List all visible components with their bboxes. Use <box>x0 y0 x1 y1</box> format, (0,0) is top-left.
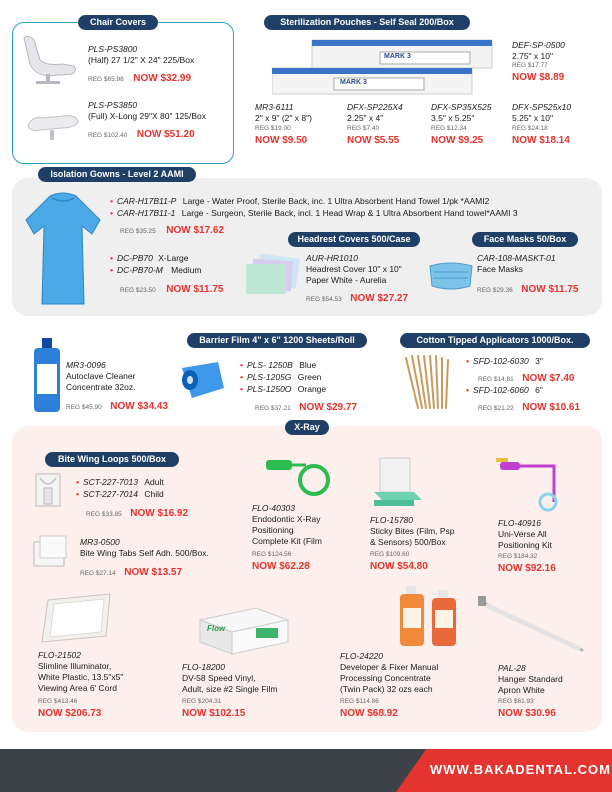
gown-desc-2: Large - Surgeon, Sterile Back, incl. 1 Head Wrap & 1 Ultra Absorbent Hand towel*AAMI 3 <box>181 208 518 218</box>
flo18200-reg: REG $204.31 <box>182 698 222 705</box>
cotton-reg-1: REG $14.81 <box>478 376 514 383</box>
flo40916-image <box>492 452 566 514</box>
dc-code-1: • DC-PB70 <box>110 253 153 263</box>
headrest-desc-2: Paper White - Aurelia <box>306 275 387 285</box>
chair-full-code: PLS-PS3850 <box>88 100 138 110</box>
flo40916-reg: REG $184.32 <box>498 553 538 560</box>
flo40303-code: FLO-40303 <box>252 503 295 513</box>
pouch-525-reg: REG $24.18 <box>512 125 548 132</box>
barrier-desc-3: Orange <box>297 384 327 394</box>
chair-half-desc: (Half) 27 1/2" X 24" 225/Box <box>88 55 195 65</box>
autoclave-price <box>66 396 168 414</box>
cotton-desc-2: 6" <box>535 385 543 395</box>
bitewing-line-2 <box>76 489 164 499</box>
barrier-line-1 <box>240 360 316 370</box>
masks-title: Face Masks 50/Box <box>472 232 578 247</box>
pouch-def-now: NOW $8.89 <box>512 72 565 83</box>
autoclave-code: MR3-0096 <box>66 360 106 370</box>
pal28-reg: REG $61.93 <box>498 698 534 705</box>
dc-now: NOW $11.75 <box>166 284 224 295</box>
barrier-title: Barrier Film 4" x 6" 1200 Sheets/Roll <box>187 333 367 348</box>
pal28-desc-1: Hanger Standard <box>498 674 563 684</box>
flo15780-image <box>370 454 426 510</box>
gown-price <box>120 220 224 238</box>
tabs-reg: REG $27.14 <box>80 570 116 577</box>
pouch-35-code: DFX-SP35X525 <box>431 102 492 112</box>
flo18200-box-brand: Flow <box>207 624 226 633</box>
flo21502-desc-3: Viewing Area 6' Cord <box>38 683 117 693</box>
bitewing-desc-1: Adult <box>144 477 164 487</box>
gown-code-2: • CAR-H17B11-1 <box>110 208 175 218</box>
bitewing-price <box>86 503 188 521</box>
pouches-title: Sterilization Pouches - Self Seal 200/Box <box>264 15 470 30</box>
pouch-35-desc: 3.5" x 5.25" <box>431 113 475 123</box>
bitewing-now: NOW $16.92 <box>130 508 189 519</box>
flo40303-desc-2: Positioning <box>252 525 294 535</box>
barrier-image <box>178 358 228 400</box>
flo18200-desc-2: Adult, size #2 Single Film <box>182 684 278 694</box>
tabs-price <box>80 562 182 580</box>
pouch-525-code: DFX-SP525x10 <box>512 102 572 112</box>
barrier-price <box>255 397 357 415</box>
headrest-image <box>244 254 302 296</box>
footer-website-link[interactable]: WWW.BAKADENTAL.COM <box>430 762 611 777</box>
flo24220-now: NOW $68.92 <box>340 708 398 719</box>
gown-reg: REG $35.25 <box>120 228 156 235</box>
cotton-now-1: NOW $7.40 <box>522 373 575 384</box>
flo21502-now: NOW $206.73 <box>38 708 102 719</box>
chair-full-image <box>24 96 82 144</box>
flo24220-reg: REG $114.86 <box>340 698 379 705</box>
flo40303-desc-1: Endodontic X-Ray <box>252 514 321 524</box>
pouch-35-reg: REG $12.34 <box>431 125 467 132</box>
dc-desc-2: Medium <box>171 265 202 275</box>
autoclave-now: NOW $34.43 <box>110 401 169 412</box>
headrest-code: AUR-HR1010 <box>306 253 358 263</box>
flo40916-code: FLO-40916 <box>498 518 541 528</box>
flo15780-reg: REG $109.60 <box>370 551 410 558</box>
pouch-mr3-reg: REG $19.00 <box>255 125 291 132</box>
cotton-now-2: NOW $10.61 <box>522 402 581 413</box>
autoclave-desc-1: Autoclave Cleaner <box>66 371 136 381</box>
cotton-code-2: • SFD-102-6060 <box>466 385 529 395</box>
xray-title: X-Ray <box>285 420 329 435</box>
pouch-mr3-code: MR3-6111 <box>255 102 294 112</box>
flo15780-code: FLO-15780 <box>370 515 413 525</box>
chair-half-now: NOW $32.99 <box>133 73 192 84</box>
tabs-code: MR3-0500 <box>80 537 120 547</box>
bitewing-image <box>26 470 70 510</box>
chair-full-price <box>88 124 195 142</box>
gown-now: NOW $17.62 <box>166 225 225 236</box>
flo40303-reg: REG $124.56 <box>252 551 292 558</box>
flo15780-now: NOW $54.80 <box>370 561 428 572</box>
bitewing-line-1 <box>76 477 164 487</box>
pouch-225-now: NOW $5.55 <box>347 135 400 146</box>
tabs-desc: Bite Wing Tabs Self Adh. 500/Box. <box>80 548 209 558</box>
cotton-line-2 <box>466 385 543 395</box>
flo40303-image <box>262 452 332 502</box>
cotton-line-1 <box>466 356 543 366</box>
headrest-reg: REG $54.53 <box>306 296 342 303</box>
dc-code-2: • DC-PB70-M <box>110 265 163 275</box>
flo21502-desc-2: White Plastic, 13.5"x5" <box>38 672 124 682</box>
autoclave-desc-2: Concentrate 32oz. <box>66 382 136 392</box>
cotton-desc-1: 3" <box>535 356 543 366</box>
pouch-225-reg: REG $7.40 <box>347 125 380 132</box>
gown-line-2 <box>110 208 518 218</box>
flo15780-desc-1: Sticky Bites (Film, Psp <box>370 526 455 536</box>
flo21502-code: FLO-21502 <box>38 650 81 660</box>
flo24220-image <box>396 586 466 648</box>
mask-image <box>426 258 476 294</box>
pouch-def-reg: REG $17.77 <box>512 62 548 69</box>
barrier-desc-1: Blue <box>299 360 317 370</box>
pouch-225-code: DFX-SP225X4 <box>347 102 403 112</box>
barrier-reg: REG $37.21 <box>255 405 291 412</box>
chair-half-image <box>18 30 80 86</box>
chair-full-desc: (Full) X-Long 29"X 80" 125/Box <box>88 111 207 121</box>
pouch-35-now: NOW $9.25 <box>431 135 484 146</box>
pouch-def-desc: 2.75" x 10" <box>512 51 554 61</box>
dc-line-2 <box>110 265 201 275</box>
masks-now: NOW $11.75 <box>521 284 579 295</box>
flo24220-code: FLO-24220 <box>340 651 383 661</box>
dc-line-1 <box>110 253 189 263</box>
chair-half-code: PLS-PS3800 <box>88 44 138 54</box>
barrier-code-1: • PLS- 1250B <box>240 360 293 370</box>
chair-half-price <box>88 68 191 86</box>
barrier-code-3: • PLS-1250O <box>240 384 291 394</box>
cotton-price-1 <box>478 368 574 386</box>
barrier-line-3 <box>240 384 326 394</box>
cotton-title: Cotton Tipped Applicators 1000/Box. <box>400 333 590 348</box>
barrier-code-2: • PLS-1205G <box>240 372 291 382</box>
flo40916-now: NOW $92.16 <box>498 563 556 574</box>
chair-covers-title: Chair Covers <box>78 15 158 30</box>
flo40303-desc-3: Complete Kit (Film <box>252 536 322 546</box>
pouch-225-desc: 2.25" x 4" <box>347 113 384 123</box>
flo40916-desc-1: Uni-Verse All <box>498 529 547 539</box>
flo18200-code: FLO-18200 <box>182 662 225 672</box>
flo15780-desc-2: & Sensors) 500/Box <box>370 537 446 547</box>
headrest-title: Headrest Covers 500/Case <box>288 232 420 247</box>
flo24220-desc-2: Processing Concentrate <box>340 673 431 683</box>
pal28-desc-2: Apron White <box>498 685 545 695</box>
headrest-price <box>306 288 408 306</box>
bitewing-code-2: • SCT-227-7014 <box>76 489 138 499</box>
gown-line-1 <box>110 196 489 206</box>
chair-half-reg: REG $65.98 <box>88 76 124 83</box>
cotton-price-2 <box>478 397 580 415</box>
chair-full-now: NOW $51.20 <box>136 129 195 140</box>
pal28-image <box>478 594 588 654</box>
gowns-title: Isolation Gowns - Level 2 AAMI <box>38 167 196 182</box>
bitewing-code-1: • SCT-227-7013 <box>76 477 138 487</box>
masks-desc: Face Masks <box>477 264 523 274</box>
masks-code: CAR-108-MASKT-01 <box>477 253 556 263</box>
bitewing-desc-2: Child <box>144 489 164 499</box>
flo40916-desc-2: Positioning Kit <box>498 540 552 550</box>
pouches-box-label-bottom: MARK 3 <box>340 79 367 86</box>
tabs-image <box>30 532 72 570</box>
flo24220-desc-1: Developer & Fixer Manual <box>340 662 439 672</box>
gown-image <box>22 190 104 308</box>
pal28-now: NOW $30.96 <box>498 708 556 719</box>
cotton-image <box>400 352 460 412</box>
gown-desc-1: Large - Water Proof, Sterile Back, inc. 1 Ultra Absorbent Hand Towel 1/pk *AAMI2 <box>182 196 490 206</box>
flo40303-now: NOW $62.28 <box>252 561 310 572</box>
pouch-mr3-now: NOW $9.50 <box>255 135 308 146</box>
barrier-desc-2: Green <box>297 372 322 382</box>
pal28-code: PAL-28 <box>498 663 526 673</box>
masks-reg: REG $29.36 <box>477 287 513 294</box>
cotton-reg-2: REG $21.22 <box>478 405 514 412</box>
dc-desc-1: X-Large <box>158 253 189 263</box>
flo18200-desc-1: DV-58 Speed Vinyl, <box>182 673 256 683</box>
pouch-525-desc: 5.25" x 10" <box>512 113 554 123</box>
pouch-525-now: NOW $18.14 <box>512 135 570 146</box>
chair-full-reg: REG $102.40 <box>88 132 128 139</box>
masks-price <box>477 279 579 297</box>
flo21502-desc-1: Slimline Illuminator, <box>38 661 112 671</box>
barrier-line-2 <box>240 372 321 382</box>
pouches-box-label-top: MARK 3 <box>384 53 411 60</box>
pouch-def-code: DEF-SP-0500 <box>512 40 565 50</box>
autoclave-image <box>32 338 62 414</box>
autoclave-reg: REG $45.90 <box>66 404 102 411</box>
bitewing-reg: REG $33.85 <box>86 511 122 518</box>
pouches-image <box>272 38 504 98</box>
bitewing-title: Bite Wing Loops 500/Box <box>45 452 179 467</box>
gown-code-1: • CAR-H17B11-P <box>110 196 176 206</box>
flo21502-reg: REG $413.46 <box>38 698 78 705</box>
cotton-code-1: • SFD-102-6030 <box>466 356 529 366</box>
dc-reg: REG $23.50 <box>120 287 156 294</box>
pouch-mr3-desc: 2" x 9" (2" x 8") <box>255 113 312 123</box>
flo24220-desc-3: (Twin Pack) 32 ozs each <box>340 684 433 694</box>
headrest-now: NOW $27.27 <box>350 293 409 304</box>
barrier-now: NOW $29.77 <box>299 402 358 413</box>
dc-price <box>120 279 224 297</box>
tabs-now: NOW $13.57 <box>124 567 183 578</box>
flo21502-image <box>34 590 116 648</box>
headrest-desc-1: Headrest Cover 10" x 10" <box>306 264 402 274</box>
flo18200-now: NOW $102.15 <box>182 708 246 719</box>
